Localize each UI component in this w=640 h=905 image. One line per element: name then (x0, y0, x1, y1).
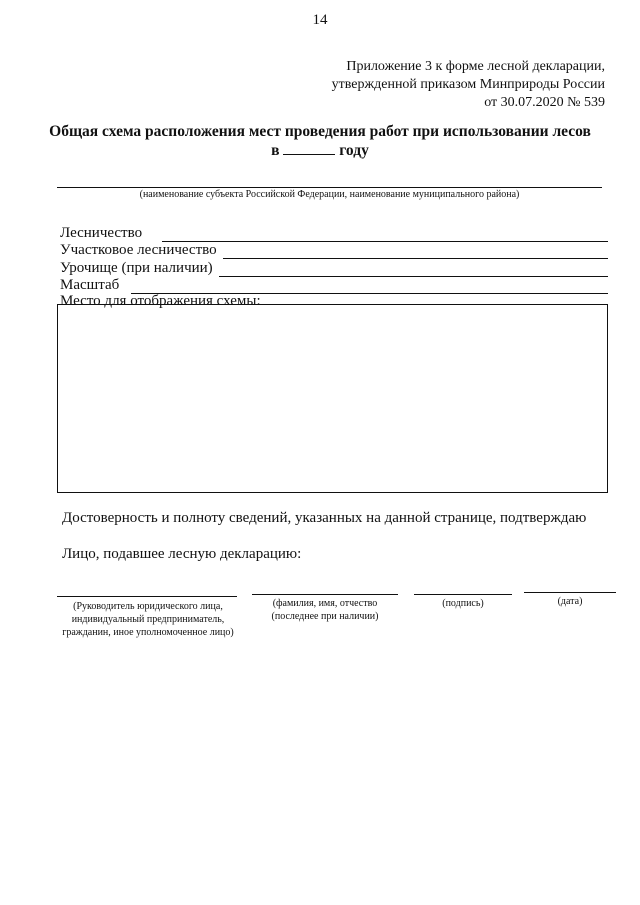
year-prefix: в (271, 142, 280, 159)
full-name-field[interactable] (252, 594, 398, 595)
region-name-field[interactable] (57, 187, 602, 188)
forestry-row (60, 224, 608, 242)
year-blank-field[interactable] (283, 142, 335, 155)
scale-label: Масштаб (60, 277, 120, 293)
tract-row (60, 259, 608, 277)
appendix-line-1: Приложение 3 к форме лесной декларации, (346, 59, 605, 74)
appendix-note (332, 58, 605, 112)
signature-field[interactable] (414, 594, 512, 595)
appendix-line-3: от 30.07.2020 № 539 (484, 95, 605, 110)
position-caption: (Руководитель юридического лица, индивидуальный предприниматель, гражданин, иное уполномоченное лицо) (62, 601, 234, 638)
tract-label: Урочище (при наличии) (60, 260, 213, 276)
date-caption: (дата) (557, 596, 583, 607)
year-suffix: году (339, 142, 369, 159)
document-title: Общая схема расположения мест проведения работ при использовании лесов (49, 123, 591, 140)
district-forestry-row (60, 241, 608, 259)
region-caption: (наименование субъекта Российской Федерации, наименование муниципального района) (139, 189, 520, 200)
appendix-line-2: утвержденной приказом Минприроды России (331, 77, 605, 92)
district-forestry-field[interactable] (223, 246, 608, 259)
full-name-caption: (фамилия, имя, отчество (последнее при наличии) (271, 598, 379, 622)
page-number: 14 (312, 12, 328, 28)
district-forestry-label: Участковое лесничество (60, 242, 217, 258)
declarant-label: Лицо, подавшее лесную декларацию: (62, 546, 302, 562)
forestry-label: Лесничество (60, 225, 143, 241)
date-field[interactable] (524, 592, 616, 593)
signature-caption: (подпись) (442, 598, 484, 609)
position-field[interactable] (57, 596, 237, 597)
scheme-display-area[interactable] (57, 304, 608, 493)
scheme-place-label: Место для отображения схемы: (60, 293, 261, 309)
title-year-line (0, 142, 640, 160)
confirmation-text: Достоверность и полноту сведений, указанных на данной странице, подтверждаю (62, 510, 587, 526)
